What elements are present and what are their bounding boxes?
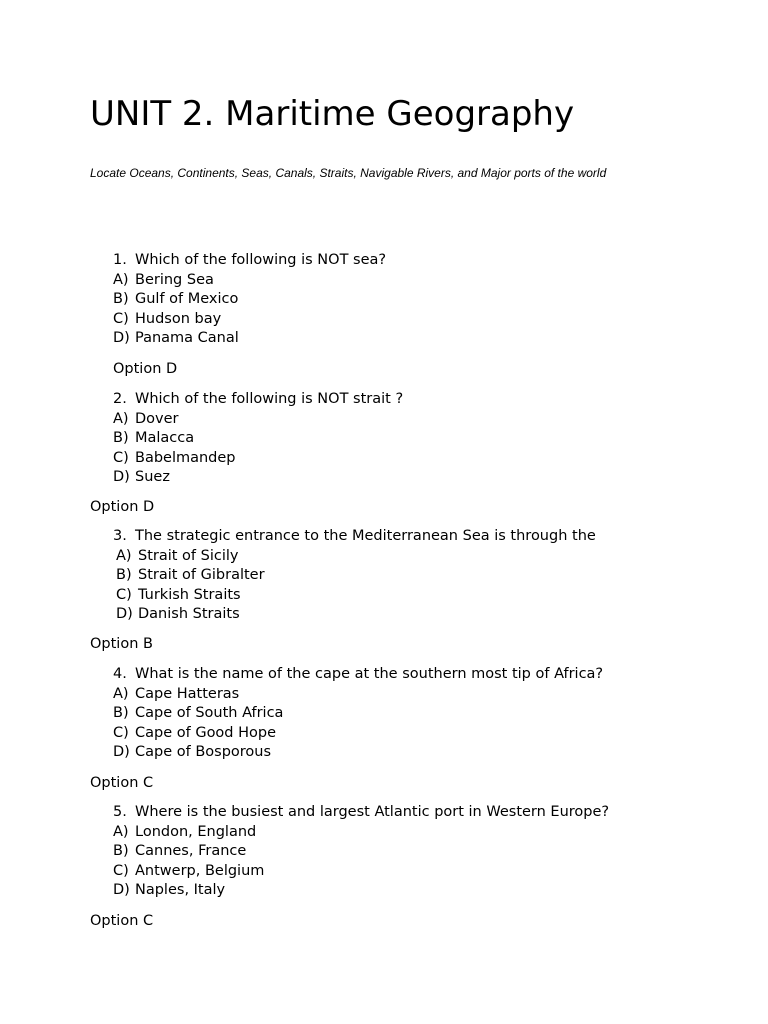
question-1 xyxy=(113,251,386,349)
option-c xyxy=(113,310,386,330)
option-text: Cape Hatteras xyxy=(135,685,240,702)
option-text: London, England xyxy=(135,823,257,840)
question-stem xyxy=(113,390,403,410)
option-a xyxy=(113,410,403,430)
option-text: Naples, Italy xyxy=(135,882,226,899)
option-b xyxy=(113,290,386,310)
option-letter: C) xyxy=(116,586,132,603)
answer-4: Option C xyxy=(90,775,154,791)
question-number: 4. xyxy=(113,666,127,682)
option-letter: A) xyxy=(113,410,129,427)
option-text: Babelmandep xyxy=(135,449,236,466)
option-letter: B) xyxy=(113,843,129,860)
question-text: Which of the following is NOT strait ? xyxy=(135,391,404,407)
answer-2: Option D xyxy=(90,499,155,515)
option-a xyxy=(113,271,386,291)
option-letter: C) xyxy=(113,310,129,327)
option-d xyxy=(113,743,603,763)
page-title: UNIT 2. Maritime Geography xyxy=(90,94,575,134)
option-letter: C) xyxy=(113,449,129,466)
option-letter: B) xyxy=(113,705,129,722)
option-d xyxy=(113,605,596,625)
question-5 xyxy=(113,803,609,901)
option-c xyxy=(113,724,603,744)
answer-5: Option C xyxy=(90,913,154,929)
option-text: Hudson bay xyxy=(135,310,222,327)
option-text: Gulf of Mexico xyxy=(135,291,239,308)
option-text: Cape of South Africa xyxy=(135,705,284,722)
option-text: Cape of Good Hope xyxy=(135,724,277,741)
question-number: 3. xyxy=(113,528,127,544)
answer-1: Option D xyxy=(113,361,178,377)
question-stem xyxy=(113,665,603,685)
option-a xyxy=(113,547,596,567)
option-letter: A) xyxy=(113,823,129,840)
option-text: Antwerp, Belgium xyxy=(135,862,265,879)
question-number: 2. xyxy=(113,391,127,407)
option-letter: D) xyxy=(113,882,130,899)
option-letter: A) xyxy=(113,685,129,702)
question-stem xyxy=(113,527,596,547)
question-number: 1. xyxy=(113,252,127,268)
option-d xyxy=(113,468,403,488)
option-letter: D) xyxy=(113,469,130,486)
option-text: Dover xyxy=(135,410,179,427)
option-text: Turkish Straits xyxy=(138,586,241,603)
option-b xyxy=(113,566,596,586)
option-letter: C) xyxy=(113,724,129,741)
option-letter: B) xyxy=(113,291,129,308)
question-3 xyxy=(113,527,596,625)
option-letter: D) xyxy=(113,330,130,347)
question-stem xyxy=(113,251,386,271)
option-c xyxy=(113,862,609,882)
question-2 xyxy=(113,390,403,488)
option-text: Cape of Bosporous xyxy=(135,744,272,761)
question-text: The strategic entrance to the Mediterranean Sea is through the xyxy=(135,528,596,544)
answer-3: Option B xyxy=(90,636,153,652)
option-d xyxy=(113,881,609,901)
option-a xyxy=(113,685,603,705)
option-text: Danish Straits xyxy=(138,606,240,623)
question-number: 5. xyxy=(113,804,127,820)
option-c xyxy=(113,449,403,469)
option-text: Panama Canal xyxy=(135,330,239,347)
option-c xyxy=(113,586,596,606)
option-a xyxy=(113,823,609,843)
option-text: Suez xyxy=(135,469,170,486)
option-b xyxy=(113,429,403,449)
option-letter: D) xyxy=(113,744,130,761)
question-text: What is the name of the cape at the southern most tip of Africa? xyxy=(135,666,604,682)
question-stem xyxy=(113,803,609,823)
option-letter: B) xyxy=(113,430,129,447)
option-text: Bering Sea xyxy=(135,271,214,288)
question-text: Where is the busiest and largest Atlantic port in Western Europe? xyxy=(135,804,610,820)
option-letter: B) xyxy=(116,567,132,584)
option-letter: A) xyxy=(116,547,132,564)
option-text: Strait of Sicily xyxy=(138,547,239,564)
option-b xyxy=(113,842,609,862)
option-letter: C) xyxy=(113,862,129,879)
question-text: Which of the following is NOT sea? xyxy=(135,252,387,268)
question-4 xyxy=(113,665,603,763)
page-subtitle: Locate Oceans, Continents, Seas, Canals, Straits, Navigable Rivers, and Major ports of the world xyxy=(90,166,607,180)
option-letter: A) xyxy=(113,271,129,288)
option-text: Strait of Gibralter xyxy=(138,567,265,584)
option-b xyxy=(113,704,603,724)
option-text: Cannes, France xyxy=(135,843,247,860)
option-text: Malacca xyxy=(135,430,195,447)
option-letter: D) xyxy=(116,606,133,623)
option-d xyxy=(113,329,386,349)
